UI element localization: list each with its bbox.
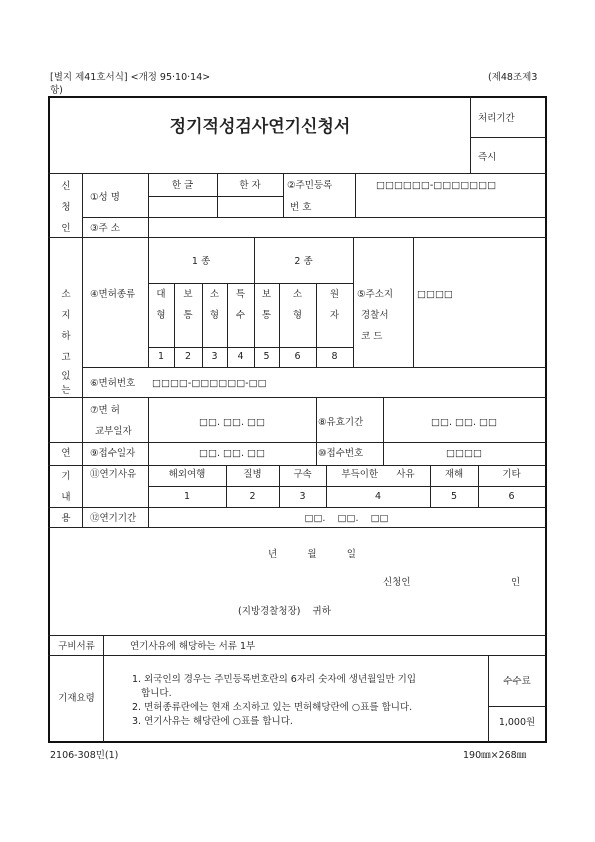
reason-option-label: 부득이한 사유 xyxy=(341,469,415,480)
license-type-number[interactable]: 5 xyxy=(263,351,270,362)
form-title: 정기적성검사연기신청서 xyxy=(169,117,351,137)
reason-option-number[interactable]: 4 xyxy=(374,491,382,502)
license-type-bottom: 통 xyxy=(261,310,272,321)
license-type-number[interactable]: 3 xyxy=(211,351,218,362)
article-reference: (제48조제3 xyxy=(488,72,538,83)
applicant-side-char: 인 xyxy=(61,223,71,234)
reason-option-label: 구속 xyxy=(293,469,312,480)
license-side-char: 는 xyxy=(61,385,71,396)
license-type-top: 소 xyxy=(209,289,220,300)
police-station-label-2: 경찰서 xyxy=(361,310,389,321)
receipt-number-field[interactable]: □□□□ xyxy=(446,448,482,459)
reason-option-label: 재해 xyxy=(444,469,464,480)
reason-option-label: 기타 xyxy=(502,469,521,480)
license-type-number[interactable]: 6 xyxy=(294,351,301,362)
issue-date-label-2: 교부일자 xyxy=(95,426,132,437)
instruction-item: 1. 외국인의 경우는 주민등록번호란의 6자리 숫자에 생년월일만 기입 xyxy=(132,674,417,685)
instructions-label: 기재요령 xyxy=(58,693,95,704)
fee-value: 1,000원 xyxy=(498,717,536,728)
seal-mark[interactable]: 인 xyxy=(511,577,521,588)
processing-period-value: 즉시 xyxy=(478,152,497,163)
hangul-label: 한 글 xyxy=(171,180,194,191)
reason-option-number[interactable]: 1 xyxy=(183,491,191,502)
article-reference-continued: 항) xyxy=(50,85,63,96)
license-type-label: ④면허종류 xyxy=(90,289,136,300)
license-type-bottom: 수 xyxy=(235,310,246,321)
receipt-number-label: ⑩접수번호 xyxy=(318,448,364,459)
instruction-item: 3. 연기사유는 해당란에 ○표를 합니다. xyxy=(132,716,293,727)
class-2-header: 2 종 xyxy=(294,256,313,267)
license-type-top: 특 xyxy=(235,289,246,300)
license-type-top: 대 xyxy=(156,289,166,300)
expiry-field[interactable]: □□. □□. □□ xyxy=(431,417,497,428)
reason-option-label: 해외여행 xyxy=(168,469,206,480)
reason-label: ⑪연기사유 xyxy=(90,469,137,480)
postpone-side-char: 용 xyxy=(61,513,71,524)
expiry-label: ⑧유효기간 xyxy=(318,417,364,428)
issue-date-field[interactable]: □□. □□. □□ xyxy=(199,417,265,428)
class-1-header: 1 종 xyxy=(191,256,211,267)
license-type-bottom: 자 xyxy=(329,310,340,321)
rrn-label-2: 번 호 xyxy=(290,202,312,213)
reason-option-number[interactable]: 3 xyxy=(299,491,306,502)
receipt-date-field[interactable]: □□. □□. □□ xyxy=(199,448,265,459)
documents-value: 연기사유에 해당하는 서류 1부 xyxy=(130,641,256,652)
license-type-number[interactable]: 1 xyxy=(157,351,165,362)
paper-size: 190㎜×268㎜ xyxy=(463,750,527,761)
postpone-side-char: 기 xyxy=(61,471,71,482)
hanja-label: 한 자 xyxy=(239,180,261,191)
reason-option-number[interactable]: 5 xyxy=(450,491,458,502)
license-side-char: 하 xyxy=(61,331,71,342)
rrn-label: ②주민등록 xyxy=(287,180,333,191)
license-type-number[interactable]: 4 xyxy=(237,351,244,362)
applicant-signature-label: 신청인 xyxy=(383,577,411,588)
instruction-item: 합니다. xyxy=(132,688,172,699)
form-number: [별지 제41호서식] <개정 95·10·14> xyxy=(50,72,211,83)
applicant-side-char: 청 xyxy=(61,202,71,213)
period-label: ⑫연기기간 xyxy=(90,513,137,524)
license-type-bottom: 형 xyxy=(156,310,166,321)
license-number-field[interactable]: □□□□-□□□□□□-□□ xyxy=(152,378,267,389)
application-date: 년 월 일 xyxy=(268,549,356,560)
license-type-top: 보 xyxy=(261,289,272,300)
processing-period-label: 처리기간 xyxy=(478,113,515,124)
address-field[interactable] xyxy=(149,218,545,236)
reason-option-number[interactable]: 2 xyxy=(249,491,256,502)
form-code: 2106-308민(1) xyxy=(50,750,119,761)
license-type-top: 보 xyxy=(183,289,193,300)
documents-label: 구비서류 xyxy=(58,641,95,652)
reason-option-label: 질병 xyxy=(243,469,262,480)
license-type-bottom: 통 xyxy=(183,310,193,321)
rrn-field[interactable]: □□□□□□-□□□□□□□ xyxy=(376,180,497,191)
hanja-name-field[interactable] xyxy=(218,197,282,216)
instruction-item: 2. 면허종류란에는 현재 소지하고 있는 면허해당란에 ○표를 합니다. xyxy=(132,702,413,713)
license-side-char: 소 xyxy=(61,289,71,300)
license-type-top: 원 xyxy=(329,289,340,300)
license-type-bottom: 형 xyxy=(209,310,220,321)
reason-option-number[interactable]: 6 xyxy=(508,491,515,502)
police-station-code-field[interactable]: □□□□ xyxy=(417,289,453,300)
fee-label: 수수료 xyxy=(503,676,531,687)
police-station-label: ⑤주소지 xyxy=(357,289,394,300)
license-side-char: 있 xyxy=(61,371,71,382)
hangul-name-field[interactable] xyxy=(149,197,216,216)
recipient: (지방경찰청장) 귀하 xyxy=(238,606,331,617)
police-station-label-3: 코 드 xyxy=(361,331,383,342)
license-side-char: 지 xyxy=(61,310,71,321)
postpone-side-char: 연 xyxy=(61,448,71,459)
applicant-side-char: 신 xyxy=(61,181,71,192)
license-type-bottom: 형 xyxy=(292,310,303,321)
license-type-top: 소 xyxy=(292,289,303,300)
address-label: ③주 소 xyxy=(90,223,120,234)
license-type-number[interactable]: 8 xyxy=(331,351,338,362)
license-number-label: ⑥면허번호 xyxy=(90,378,136,389)
license-side-char: 고 xyxy=(61,352,71,363)
issue-date-label: ⑦면 허 xyxy=(90,405,120,416)
period-field[interactable]: □□. □□. □□ xyxy=(304,513,389,524)
name-label: ①성 명 xyxy=(90,192,120,203)
postpone-side-char: 내 xyxy=(61,492,71,503)
license-type-number[interactable]: 2 xyxy=(184,351,192,362)
receipt-date-label: ⑨접수일자 xyxy=(90,448,136,459)
